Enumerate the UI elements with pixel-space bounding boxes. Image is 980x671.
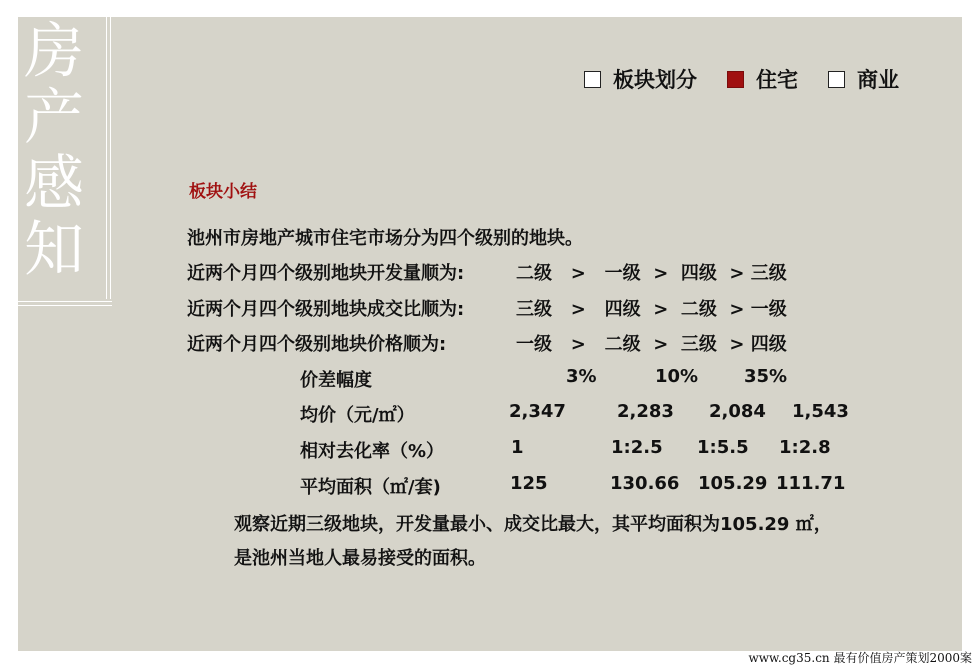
- section-title-char: 产: [24, 83, 84, 153]
- conclusion-text: 是池州当地人最易接受的面积。: [234, 548, 486, 569]
- title-frame-line: [110, 17, 111, 299]
- table-cell: 1: [511, 437, 524, 458]
- table-cell: 105.29: [698, 473, 768, 494]
- ranking-order: 一级 > 二级 > 三级 > 四级: [516, 334, 787, 355]
- ranking-label: 近两个月四个级别地块开发量顺为:: [187, 263, 465, 284]
- legend-item-commercial[interactable]: [828, 64, 899, 94]
- table-cell: 2,347: [509, 401, 566, 422]
- ranking-order: 二级 > 一级 > 四级 > 三级: [516, 263, 787, 284]
- checkbox-icon: [584, 71, 601, 88]
- checkbox-checked-icon: [727, 71, 744, 88]
- intro-text: 池州市房地产城市住宅市场分为四个级别的地块。: [187, 228, 583, 249]
- ranking-label: 近两个月四个级别地块成交比顺为:: [187, 299, 465, 320]
- table-row-label: 相对去化率（%）: [300, 441, 445, 462]
- legend-label: 住宅: [756, 68, 798, 92]
- table-cell: 130.66: [610, 473, 680, 494]
- category-legend: [584, 64, 899, 94]
- table-cell: 1,543: [792, 401, 849, 422]
- table-cell: 1:2.8: [779, 437, 831, 458]
- slide-background: [18, 17, 962, 651]
- title-frame-line: [106, 17, 107, 299]
- table-cell: 3%: [566, 366, 597, 387]
- table-cell: 1:2.5: [611, 437, 663, 458]
- table-cell: 125: [510, 473, 548, 494]
- table-row-label: 均价（元/㎡）: [300, 405, 415, 426]
- section-title-char: 感: [24, 149, 84, 219]
- legend-item-plate-division[interactable]: [584, 64, 697, 94]
- table-cell: 35%: [744, 366, 788, 387]
- table-cell: 1:5.5: [697, 437, 749, 458]
- table-cell: 2,084: [709, 401, 766, 422]
- table-cell: 111.71: [776, 473, 846, 494]
- footer-watermark: www.cg35.cn 最有价值房产策划2000案: [748, 651, 972, 665]
- title-frame-line: [18, 305, 112, 306]
- table-cell: 10%: [655, 366, 699, 387]
- section-title-block: [18, 17, 104, 299]
- table-row-label: 平均面积（㎡/套): [300, 477, 441, 498]
- section-title-char: 房: [24, 17, 84, 87]
- ranking-label: 近两个月四个级别地块价格顺为:: [187, 334, 447, 355]
- legend-label: 板块划分: [613, 68, 697, 92]
- title-frame-line: [18, 301, 112, 302]
- section-title-char: 知: [24, 215, 84, 285]
- section-title: [22, 19, 86, 283]
- ranking-order: 三级 > 四级 > 二级 > 一级: [516, 299, 787, 320]
- legend-label: 商业: [857, 68, 899, 92]
- section-heading: 板块小结: [189, 182, 257, 202]
- conclusion-text: 观察近期三级地块，开发量最小、成交比最大，其平均面积为105.29 ㎡，: [234, 514, 832, 535]
- table-row-label: 价差幅度: [300, 370, 372, 391]
- checkbox-icon: [828, 71, 845, 88]
- legend-item-residential[interactable]: [727, 64, 798, 94]
- table-cell: 2,283: [617, 401, 674, 422]
